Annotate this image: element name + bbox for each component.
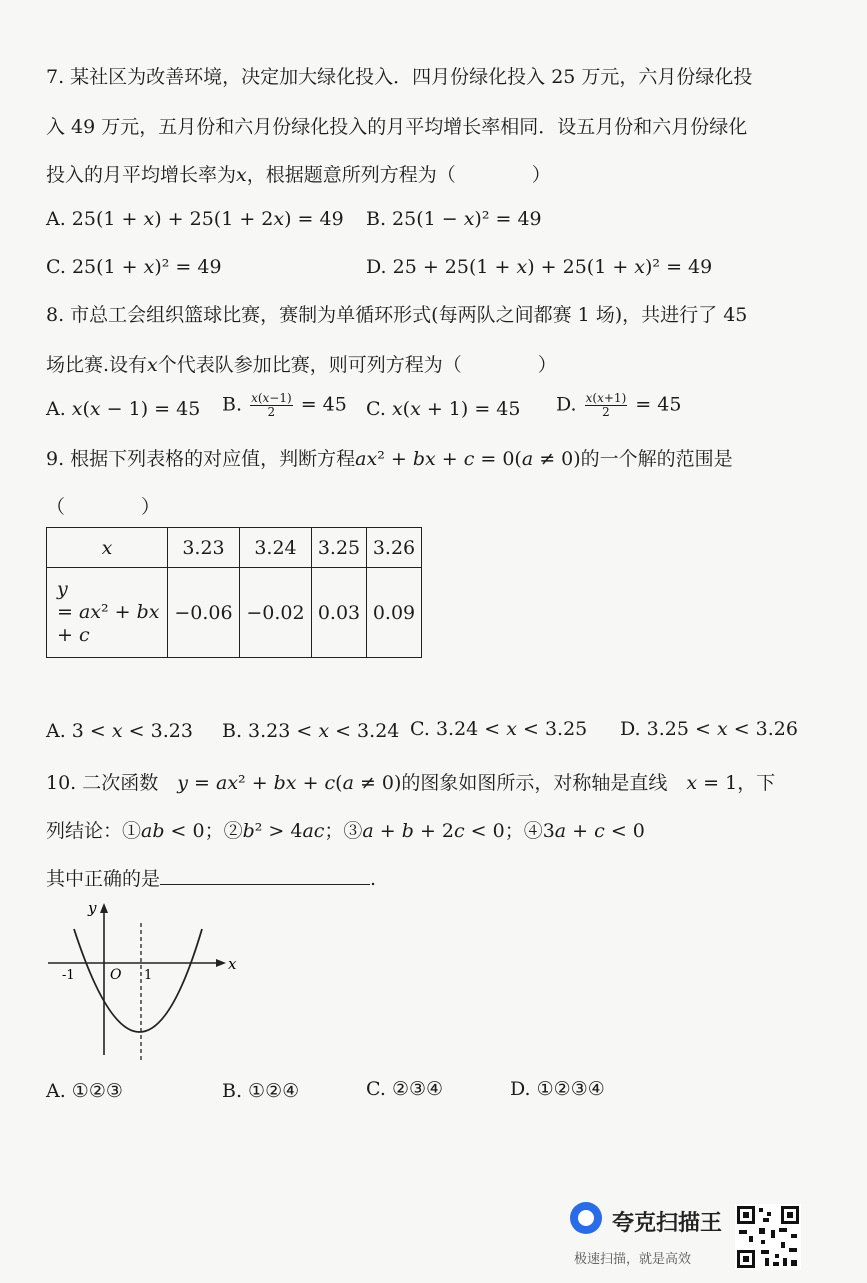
table-cell-y-1: −0.06 xyxy=(168,568,240,658)
q8-option-d-denominator: 2 xyxy=(602,405,610,419)
answer-blank xyxy=(160,868,370,885)
q8-option-d-numerator: 𝑥(𝑥+1) xyxy=(585,391,627,405)
q10-option-b: B. ①②④ xyxy=(222,1080,300,1102)
q10-text-line3 xyxy=(46,864,376,891)
q7-text-line2: 入 49 万元，五月份和六月份绿化投入的月平均增长率相同．设五月份和六月份绿化 xyxy=(46,116,748,138)
table-header-x: 𝑥 xyxy=(47,528,168,568)
table-row-x xyxy=(47,528,422,568)
table-cell-x-3: 3.25 xyxy=(312,528,367,568)
q8-option-b-fraction xyxy=(250,392,293,419)
q8-option-d-rhs: = 45 xyxy=(635,393,682,416)
q8-option-b xyxy=(222,392,347,419)
q10-option-d: D. ①②③④ xyxy=(510,1078,605,1100)
q10-option-a: A. ①②③ xyxy=(46,1080,123,1102)
table-cell-x-2: 3.24 xyxy=(240,528,312,568)
x-axis-label: x xyxy=(228,955,237,973)
table-row-y xyxy=(47,568,422,658)
watermark-slogan: 极速扫描，就是高效 xyxy=(574,1252,692,1267)
table-cell-y-4: 0.09 xyxy=(367,568,422,658)
q7-text-line3: 投入的月平均增长率为𝑥，根据题意所列方程为（ ） xyxy=(46,164,551,186)
q8-option-b-rhs: = 45 xyxy=(300,393,347,416)
table-cell-y-2: −0.02 xyxy=(240,568,312,658)
q9-option-b: B. 3.23 < 𝑥 < 3.24 xyxy=(222,720,400,742)
q10-text-line3-label: 其中正确的是 xyxy=(46,868,161,890)
q8-option-b-denominator: 2 xyxy=(267,405,276,419)
q8-option-d xyxy=(556,392,681,419)
table-cell-x-1: 3.23 xyxy=(168,528,240,568)
q7-text-line1: 7. 某社区为改善环境，决定加大绿化投入．四月份绿化投入 25 万元，六月份绿化投 xyxy=(46,66,753,88)
q10-text-line1: 10. 二次函数 𝑦 = 𝑎𝑥² + 𝑏𝑥 + 𝑐(𝑎 ≠ 0)的图象如图所示，对称轴是直线 𝑥 = 1，下 xyxy=(46,772,776,794)
table-header-y-part2: = 𝑎𝑥² + 𝑏𝑥 xyxy=(57,601,160,623)
qr-code-icon xyxy=(735,1204,801,1270)
table-header-y xyxy=(47,568,168,658)
q7-option-b: B. 25(1 − 𝑥)² = 49 xyxy=(366,208,542,230)
table-header-y-part1: 𝑦 xyxy=(57,578,68,600)
origin-label: O xyxy=(110,967,122,983)
value-table xyxy=(46,527,422,658)
neg-one-label: -1 xyxy=(62,968,75,983)
parabola-graph xyxy=(40,895,250,1065)
table-cell-y-3: 0.03 xyxy=(312,568,367,658)
q10-text-line2: 列结论：①𝑎𝑏 < 0；②𝑏² > 4𝑎𝑐；③𝑎 + 𝑏 + 2𝑐 < 0；④3𝑎 + 𝑐 < 0 xyxy=(46,820,645,842)
q9-text-line1: 9. 根据下列表格的对应值，判断方程𝑎𝑥² + 𝑏𝑥 + 𝑐 = 0(𝑎 ≠ 0)的一个解的范围是 xyxy=(46,448,733,470)
one-label: 1 xyxy=(144,968,153,983)
q9-option-d: D. 3.25 < 𝑥 < 3.26 xyxy=(620,718,798,740)
y-axis-arrow xyxy=(100,903,108,913)
q8-text-line1: 8. 市总工会组织篮球比赛，赛制为单循环形式(每两队之间都赛 1 场)，共进行了 45 xyxy=(46,304,748,326)
q8-option-a: A. 𝑥(𝑥 − 1) = 45 xyxy=(46,398,201,420)
q8-option-d-fraction xyxy=(585,392,628,419)
table-cell-x-4: 3.26 xyxy=(367,528,422,568)
q7-option-d: D. 25 + 25(1 + 𝑥) + 25(1 + 𝑥)² = 49 xyxy=(366,256,713,278)
q10-text-line3-end: . xyxy=(370,868,377,890)
q7-option-a: A. 25(1 + 𝑥) + 25(1 + 2𝑥) = 49 xyxy=(46,208,344,230)
x-axis-arrow xyxy=(216,959,226,967)
q9-option-c: C. 3.24 < 𝑥 < 3.25 xyxy=(410,718,588,740)
q10-option-c: C. ②③④ xyxy=(366,1078,444,1100)
q9-text-line2: （ ） xyxy=(46,496,161,518)
table-header-y-part3: + 𝑐 xyxy=(57,624,90,646)
q8-option-b-label: B. xyxy=(222,393,243,416)
q7-option-c: C. 25(1 + 𝑥)² = 49 xyxy=(46,256,222,278)
q8-text-line2: 场比赛.设有𝑥个代表队参加比赛，则可列方程为（ ） xyxy=(46,354,557,376)
q9-option-a: A. 3 < 𝑥 < 3.23 xyxy=(46,720,193,742)
parabola-curve xyxy=(74,929,202,1032)
scanner-logo-icon xyxy=(570,1202,602,1234)
q8-option-c: C. 𝑥(𝑥 + 1) = 45 xyxy=(366,398,521,420)
watermark-brand: 夸克扫描王 xyxy=(612,1211,723,1236)
y-axis-label: y xyxy=(88,899,97,917)
q8-option-b-numerator: 𝑥(𝑥−1) xyxy=(251,391,292,405)
q8-option-d-label: D. xyxy=(556,393,577,416)
